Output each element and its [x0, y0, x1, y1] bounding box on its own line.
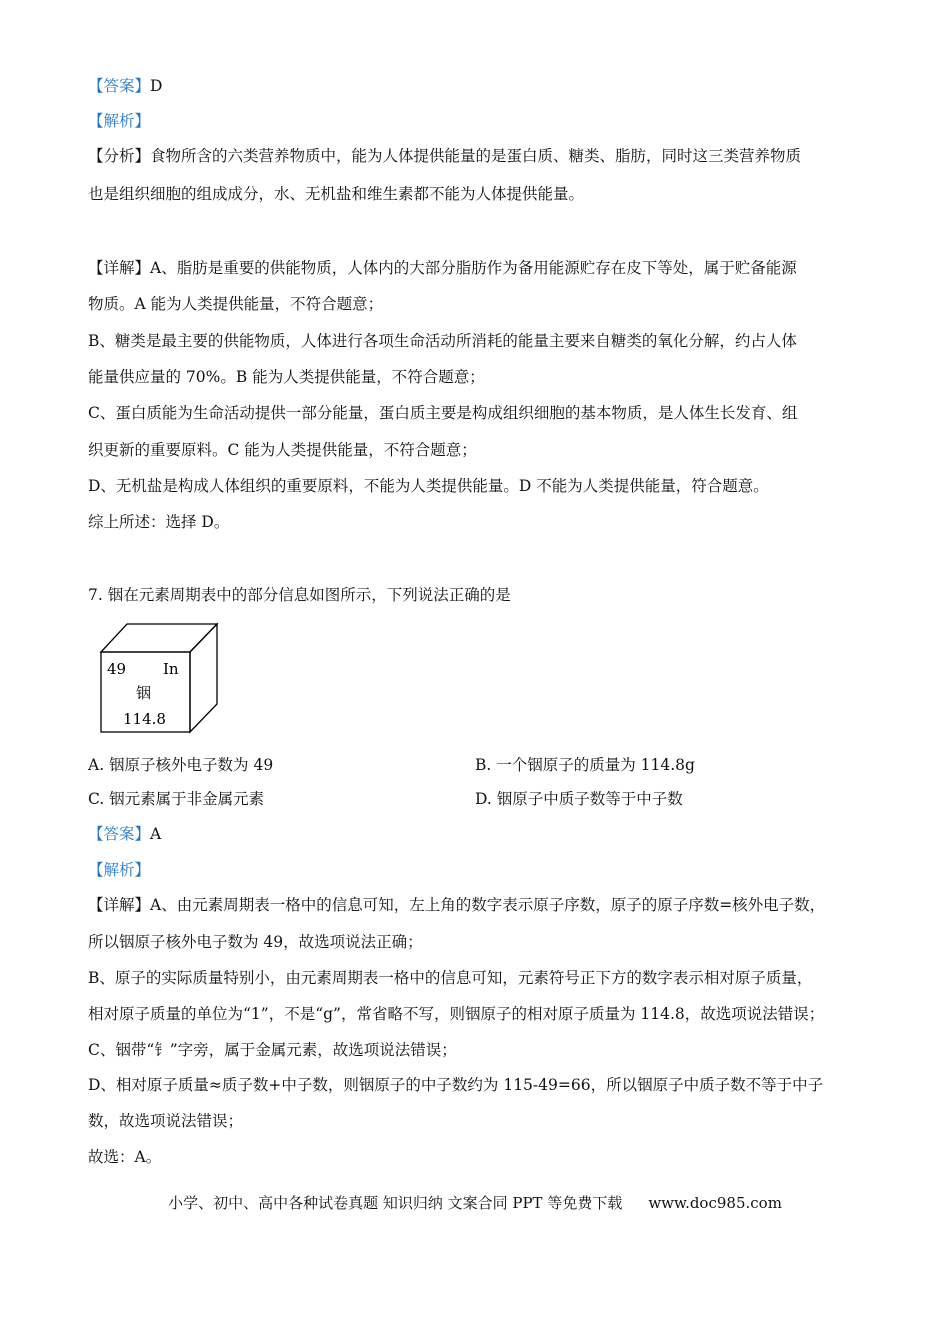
q6-detail-line-5: C、蛋白质能为生命活动提供一部分能量，蛋白质主要是构成组织细胞的基本物质，是人体生长发育、组	[88, 404, 798, 422]
option-b: B. 一个铟原子的质量为 114.8g	[475, 756, 695, 774]
footer-text: 小学、初中、高中各种试卷真题 知识归纳 文案合同 PPT 等免费下载	[168, 1194, 623, 1212]
q7-detail-line-5: C、铟带“钅”字旁，属于金属元素，故选项说法错误；	[88, 1041, 457, 1059]
q6-detail-line-7: D、无机盐是构成人体组织的重要原料，不能为人类提供能量。D 不能为人类提供能量，符合题意。	[88, 477, 769, 495]
q7-detail-line-6: D、相对原子质量≈质子数+中子数，则铟原子的中子数约为 115-49=66，所以铟原子中质子数不等于中子	[88, 1076, 824, 1094]
q7-analysis-tag: 【解析】	[88, 861, 151, 879]
q6-fenxi-line-1: 【分析】食物所含的六类营养物质中，能为人体提供能量的是蛋白质、糖类、脂肪，同时这三类营养物质	[88, 147, 802, 165]
q6-answer	[88, 76, 162, 96]
q6-fenxi-line-2: 也是组织细胞的组成成分，水、无机盐和维生素都不能为人体提供能量。	[88, 185, 585, 203]
answer-value: A	[150, 825, 162, 843]
element-cell-top	[101, 624, 217, 652]
q7-detail-line-1: 【详解】A、由元素周期表一格中的信息可知，左上角的数字表示原子序数，原子的原子序数=核外电子数，	[88, 896, 826, 914]
element-cell-side	[190, 624, 217, 732]
q6-detail-line-3: B、糖类是最主要的供能物质，人体进行各项生命活动所消耗的能量主要来自糖类的氧化分解，约占人体	[88, 332, 797, 350]
answer-tag: 【答案】	[88, 825, 151, 843]
element-name: 铟	[136, 684, 152, 702]
q6-detail-line-6: 织更新的重要原料。C 能为人类提供能量，不符合题意；	[88, 441, 477, 459]
element-cell-figure	[95, 620, 225, 740]
q7-detail-line-7: 数，故选项说法错误；	[88, 1112, 244, 1130]
atomic-number: 49	[107, 660, 127, 678]
q7-detail-line-3: B、原子的实际质量特别小，由元素周期表一格中的信息可知，元素符号正下方的数字表示相对原子质量，	[88, 969, 813, 987]
q6-detail-line-8: 综上所述：选择 D。	[88, 513, 230, 531]
q7-detail-line-8: 故选：A。	[88, 1148, 162, 1166]
q6-analysis-tag: 【解析】	[88, 112, 151, 130]
q7-stem: 7. 铟在元素周期表中的部分信息如图所示，下列说法正确的是	[88, 586, 511, 604]
answer-value: D	[150, 77, 163, 95]
answer-tag: 【答案】	[88, 77, 151, 95]
q7-detail-line-2: 所以铟原子核外电子数为 49，故选项说法正确；	[88, 933, 423, 951]
q6-detail-line-4: 能量供应量的 70%。B 能为人类提供能量，不符合题意；	[88, 368, 485, 386]
q6-detail-line-2: 物质。A 能为人类提供能量，不符合题意；	[88, 295, 384, 313]
page-footer	[0, 1192, 950, 1213]
option-d: D. 铟原子中质子数等于中子数	[475, 790, 683, 808]
footer-url[interactable]: www.doc985.com	[648, 1194, 782, 1212]
q7-answer	[88, 824, 161, 844]
option-c: C. 铟元素属于非金属元素	[88, 790, 265, 808]
element-symbol: In	[163, 660, 179, 678]
q6-detail-line-1: 【详解】A、脂肪是重要的供能物质，人体内的大部分脂肪作为备用能源贮存在皮下等处，属于贮备能源	[88, 259, 797, 277]
option-a: A. 铟原子核外电子数为 49	[88, 756, 274, 774]
atomic-mass: 114.8	[123, 710, 166, 728]
q7-detail-line-4: 相对原子质量的单位为“1”，不是“g”，常省略不写，则铟原子的相对原子质量为 114.8，故选项说法错误；	[88, 1005, 825, 1023]
